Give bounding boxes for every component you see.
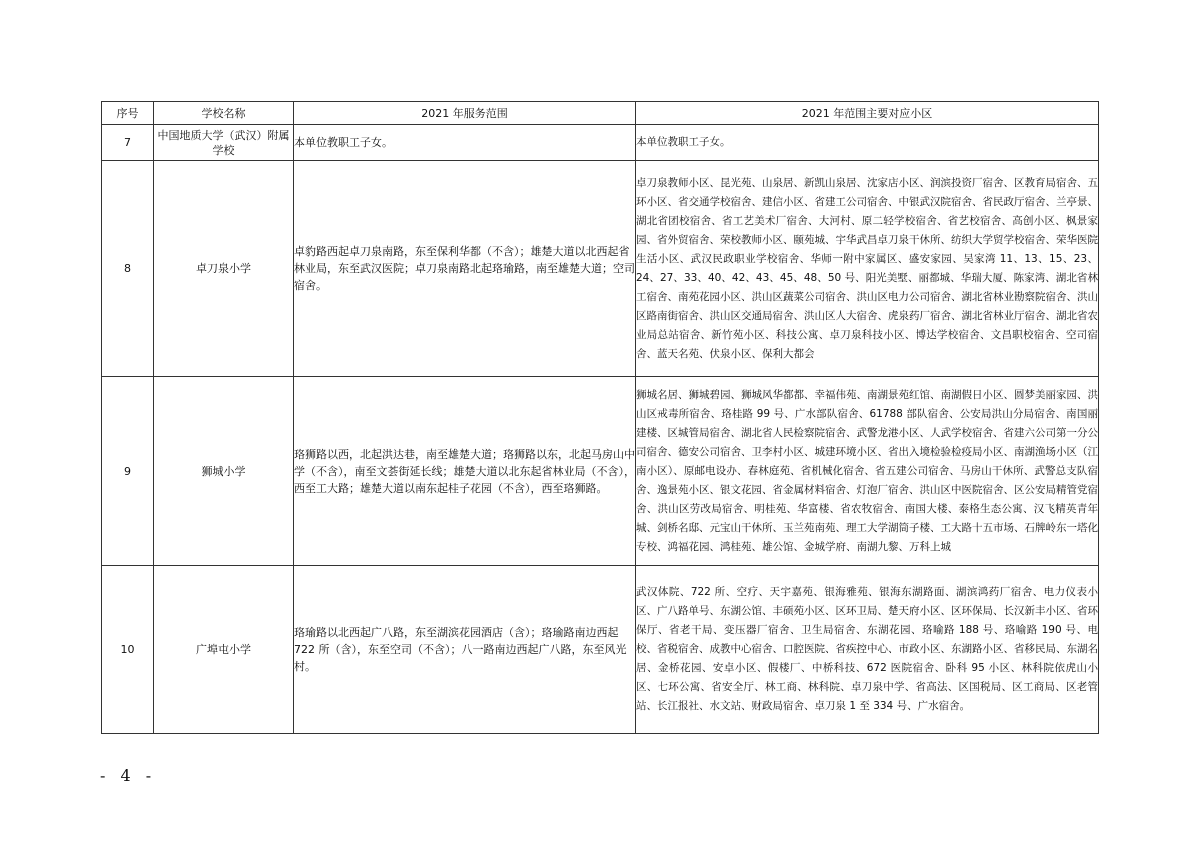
enrollment-table <box>101 101 1099 734</box>
page-number: - 4 - <box>100 766 157 785</box>
header-communities: 2021 年范围主要对应小区 <box>636 102 1099 125</box>
header-index: 序号 <box>102 102 154 125</box>
row-index: 10 <box>102 566 154 734</box>
communities: 本单位教职工子女。 <box>636 125 1099 161</box>
service-scope: 珞狮路以西，北起洪达巷，南至雄楚大道；珞狮路以东，北起马房山中学（不含），南至文荟街延长线；雄楚大道以北东起省林业局（不含），西至工大路；雄楚大道以南东起桂子花园（不含），西至珞狮路。 <box>294 377 636 566</box>
communities: 狮城名居、狮城碧园、狮城风华都都、幸福伟苑、南湖景苑红馆、南湖假日小区、圆梦美丽家园、洪山区戒毒所宿舍、珞桂路 99 号、广水部队宿舍、61788 部队宿舍、公安局洪山分局宿舍、南国丽建楼、区城管局宿舍、湖北省人民检察院宿舍、武警龙港小区、人武学校宿舍、省建六公司第一分公司宿舍、德安公司宿舍、卫李村小区、城建环境小区、省出入境检验检疫局小区、南湖渔场小区（江南小区）、原邮电设办、春林庭苑、省机械化宿舍、省五建公司宿舍、马房山干休所、武警总支队宿舍、逸景苑小区、银文花园、省金属材料宿舍、灯泡厂宿舍、洪山区中医院宿舍、区公安局精管党宿舍、洪山区劳改局宿舍、明桂苑、华富楼、省农牧宿舍、南国大楼、泰格生态公寓、汉飞精英青年城、剑桥名邸、元宝山干休所、玉兰苑南苑、理工大学湖筒子楼、工大路十五市场、石牌岭东一塔化专校、鸿福花园、鸿桂苑、雄公馆、金城学府、南湖九黎、万科上城 <box>636 377 1099 566</box>
service-scope: 珞瑜路以北西起广八路，东至湖滨花园酒店（含）；珞瑜路南边西起 722 所（含），东至空司（不含）；八一路南边西起广八路，东至风光村。 <box>294 566 636 734</box>
table-row <box>102 161 1099 377</box>
table-row <box>102 377 1099 566</box>
table-row <box>102 125 1099 161</box>
table-row <box>102 566 1099 734</box>
school-name: 狮城小学 <box>154 377 294 566</box>
service-scope: 卓豹路西起卓刀泉南路，东至保利华都（不含）；雄楚大道以北西起省林业局，东至武汉医院；卓刀泉南路北起珞瑜路，南至雄楚大道；空司宿舍。 <box>294 161 636 377</box>
service-scope: 本单位教职工子女。 <box>294 125 636 161</box>
row-index: 7 <box>102 125 154 161</box>
table-header-row <box>102 102 1099 125</box>
school-name: 卓刀泉小学 <box>154 161 294 377</box>
communities: 卓刀泉教师小区、昆光苑、山泉居、新凯山泉居、沈家店小区、润滨投资厂宿舍、区教育局宿舍、五环小区、省交通学校宿舍、建信小区、省建工公司宿舍、中银武汉院宿舍、省民政厅宿舍、兰亭景、湖北省团校宿舍、省工艺美术厂宿舍、大河村、原二轻学校宿舍、省艺校宿舍、高创小区、枫景家园、省外贸宿舍、荣校教师小区、颐苑城、宇华武昌卓刀泉干休所、纺织大学贸学校宿舍、荣华医院生活小区、武汉民政职业学校宿舍、华师一附中家属区、盛安家园、吴家湾 11、13、15、23、24、27、33、40、42、43、45、48、50 号、阳光美墅、丽都城、华瑞大厦、陈家湾、湖北省林工宿舍、南苑花园小区、洪山区蔬菜公司宿舍、洪山区电力公司宿舍、湖北省林业勘察院宿舍、洪山区路南街宿舍、洪山区交通局宿舍、洪山区人大宿舍、虎泉药厂宿舍、湖北省林业厅宿舍、湖北省农业局总站宿舍、新竹苑小区、科技公寓、卓刀泉科技小区、博达学校宿舍、文昌职校宿舍、空司宿舍、蓝天名苑、伏泉小区、保利大都会 <box>636 161 1099 377</box>
header-school-name: 学校名称 <box>154 102 294 125</box>
communities: 武汉体院、722 所、空疗、天宇嘉苑、银海雅苑、银海东湖路面、湖滨鸿药厂宿舍、电力仪表小区、广八路单号、东湖公馆、丰硕苑小区、区环卫局、楚天府小区、区环保局、长汉新丰小区、省环保厅、省老干局、变压器厂宿舍、卫生局宿舍、东湖花园、珞喻路 188 号、珞喻路 190 号、电校、省税宿舍、成教中心宿舍、口腔医院、省疾控中心、市政小区、东湖路小区、省移民局、东湖名居、金桥花园、安卓小区、假楼厂、中桥科技、672 医院宿舍、卧科 95 小区、林科院依虎山小区、七环公寓、省安全厅、林工商、林科院、卓刀泉中学、省高法、区国税局、区工商局、区老管站、长江报社、水文站、财政局宿舍、卓刀泉 1 至 334 号、广水宿舍。 <box>636 566 1099 734</box>
row-index: 9 <box>102 377 154 566</box>
school-name: 中国地质大学（武汉）附属学校 <box>154 125 294 161</box>
row-index: 8 <box>102 161 154 377</box>
school-name: 广埠屯小学 <box>154 566 294 734</box>
header-service-scope: 2021 年服务范围 <box>294 102 636 125</box>
